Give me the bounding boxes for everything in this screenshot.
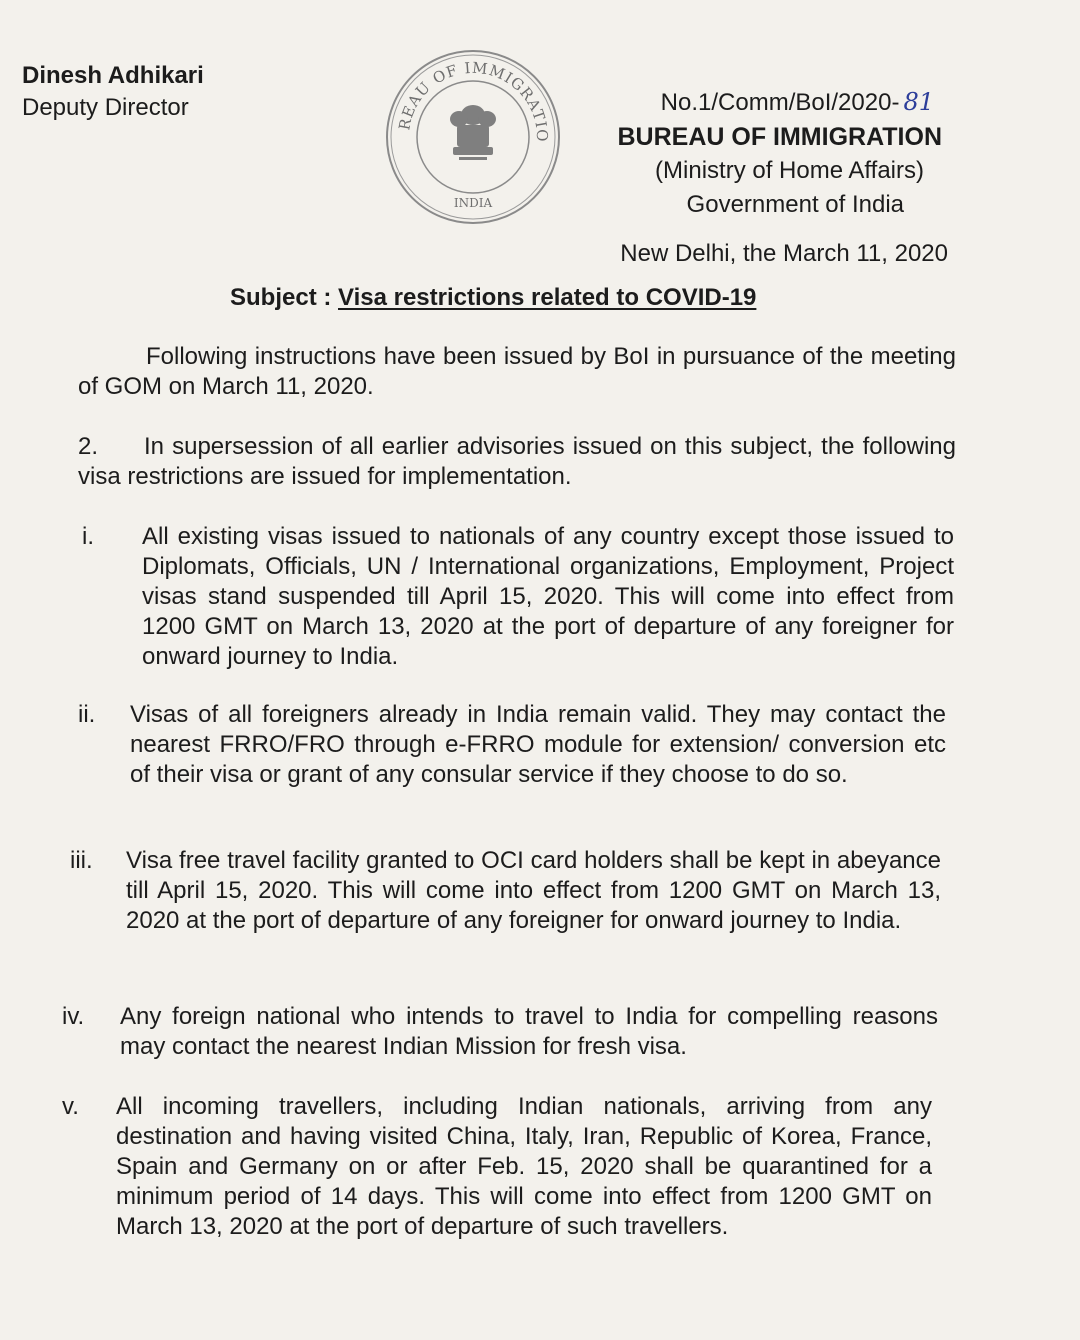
- government-name: Government of India: [686, 191, 904, 218]
- sender-block: [22, 60, 204, 124]
- seal-bottom-text: INDIA: [453, 196, 493, 210]
- reference-number: [617, 85, 942, 120]
- bureau-seal: [383, 45, 563, 225]
- paragraph-2: [78, 432, 956, 492]
- list-item-text: All incoming travellers, including Indian nationals, arriving from any destination and having visited China, Italy, Iran, Republic of Korea, France, Spain and Germany on or after Feb. 15, 2020 shall be quarantined for a minimum period of 14 days. This will come into effect from 1200 GMT on March 13, 2020 at the port of departure of such travellers.: [116, 1093, 932, 1240]
- sender-name: Dinesh Adhikari: [22, 62, 204, 89]
- paragraph-2-text: In supersession of all earlier advisories issued on this subject, the following visa restrictions are issued for implementation.: [78, 433, 956, 490]
- list-item-text: All existing visas issued to nationals of any country except those issued to Diplomats, Officials, UN / International organizations, Employment, Project visas stand suspended till April 15, 2020. This will come into effect from 1200 GMT on March 13, 2020 at the port of departure of any foreigner for onward journey to India.: [142, 523, 954, 670]
- subject-line: [230, 284, 756, 312]
- list-item-number: i.: [82, 523, 94, 550]
- ministry-name: (Ministry of Home Affairs): [655, 157, 924, 184]
- list-item-number: iii.: [70, 847, 93, 874]
- subject-text: Visa restrictions related to COVID-19: [338, 284, 757, 311]
- paragraph-number: 2.: [78, 433, 99, 460]
- list-item-number: iv.: [62, 1003, 85, 1030]
- handwritten-number: 81: [903, 88, 934, 116]
- emblem-icon: [450, 105, 496, 160]
- reference-text: No.1/Comm/BoI/2020-: [660, 89, 900, 116]
- list-item-number: ii.: [78, 701, 96, 728]
- seal-top-text: REAU OF IMMIGRATIO: [395, 58, 552, 143]
- list-item-number: v.: [62, 1093, 79, 1120]
- list-item-text: Visas of all foreigners already in India remain valid. They may contact the nearest FRRO/FRO through e-FRRO module for extension/ conversion etc of their visa or grant of any consular service if they choose to do so.: [130, 701, 946, 788]
- intro-paragraph: Following instructions have been issued by BoI in pursuance of the meeting of GOM on March 11, 2020.: [78, 343, 956, 400]
- list-item-text: Any foreign national who intends to travel to India for compelling reasons may contact the nearest Indian Mission for fresh visa.: [120, 1003, 938, 1060]
- bureau-name: BUREAU OF IMMIGRATION: [617, 123, 942, 151]
- list-item-text: Visa free travel facility granted to OCI card holders shall be kept in abeyance till April 15, 2020. This will come into effect from 1200 GMT on March 13, 2020 at the port of departure of any foreigner for onward journey to India.: [126, 847, 941, 934]
- sender-designation: Deputy Director: [22, 94, 189, 121]
- letterhead: [617, 85, 942, 222]
- dateline: New Delhi, the March 11, 2020: [620, 240, 948, 267]
- subject-label: Subject :: [230, 284, 332, 311]
